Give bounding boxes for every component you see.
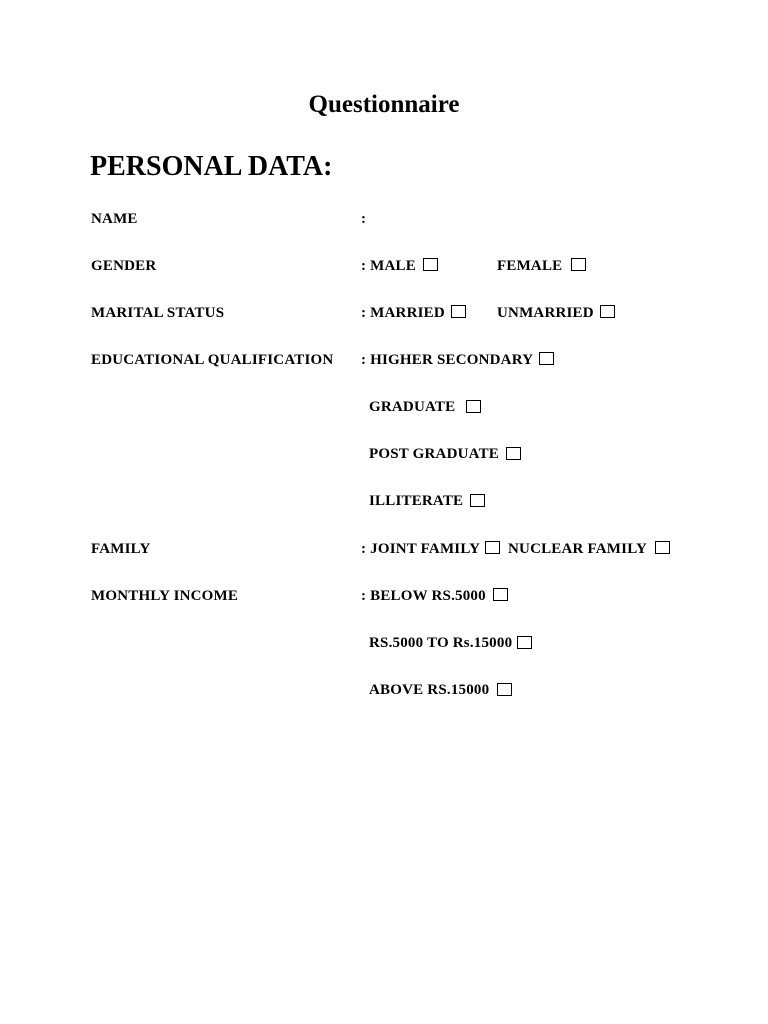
name-field[interactable]: : — [361, 211, 367, 227]
gender-male-checkbox[interactable] — [423, 258, 438, 271]
income-option-below-5000-label: : BELOW RS.5000 — [361, 588, 486, 604]
income-5000-to-15000-checkbox[interactable] — [517, 636, 532, 649]
education-label: EDUCATIONAL QUALIFICATION — [91, 352, 334, 368]
family-option-joint-label: : JOINT FAMILY — [361, 541, 481, 557]
marital-option-unmarried-label: UNMARRIED — [497, 305, 594, 321]
education-post-graduate-checkbox[interactable] — [506, 447, 521, 460]
gender-option-male-label: : MALE — [361, 258, 416, 274]
marital-married-checkbox[interactable] — [451, 305, 466, 318]
income-option-above-15000-label: ABOVE RS.15000 — [369, 682, 490, 698]
gender-female-checkbox[interactable] — [571, 258, 586, 271]
monthly-income-label: MONTHLY INCOME — [91, 588, 239, 604]
family-label: FAMILY — [91, 541, 151, 557]
family-joint-checkbox[interactable] — [485, 541, 500, 554]
page-title: Questionnaire — [308, 91, 460, 118]
education-option-illiterate-label: ILLITERATE — [369, 493, 464, 509]
marital-status-label: MARITAL STATUS — [91, 305, 225, 321]
marital-unmarried-checkbox[interactable] — [600, 305, 615, 318]
income-above-15000-checkbox[interactable] — [497, 683, 512, 696]
family-nuclear-checkbox[interactable] — [655, 541, 670, 554]
name-label: NAME — [91, 211, 138, 227]
marital-option-married-label: : MARRIED — [361, 305, 445, 321]
education-graduate-checkbox[interactable] — [466, 400, 481, 413]
income-option-5000-to-15000-label: RS.5000 TO Rs.15000 — [369, 635, 513, 651]
income-below-5000-checkbox[interactable] — [493, 588, 508, 601]
gender-label: GENDER — [91, 258, 157, 274]
family-option-nuclear-label: NUCLEAR FAMILY — [508, 541, 648, 557]
section-heading: PERSONAL DATA: — [90, 151, 333, 182]
education-higher-secondary-checkbox[interactable] — [539, 352, 554, 365]
gender-option-female-label: FEMALE — [497, 258, 563, 274]
education-option-graduate-label: GRADUATE — [369, 399, 456, 415]
education-option-higher-secondary-label: : HIGHER SECONDARY — [361, 352, 534, 368]
education-illiterate-checkbox[interactable] — [470, 494, 485, 507]
education-option-post-graduate-label: POST GRADUATE — [369, 446, 499, 462]
